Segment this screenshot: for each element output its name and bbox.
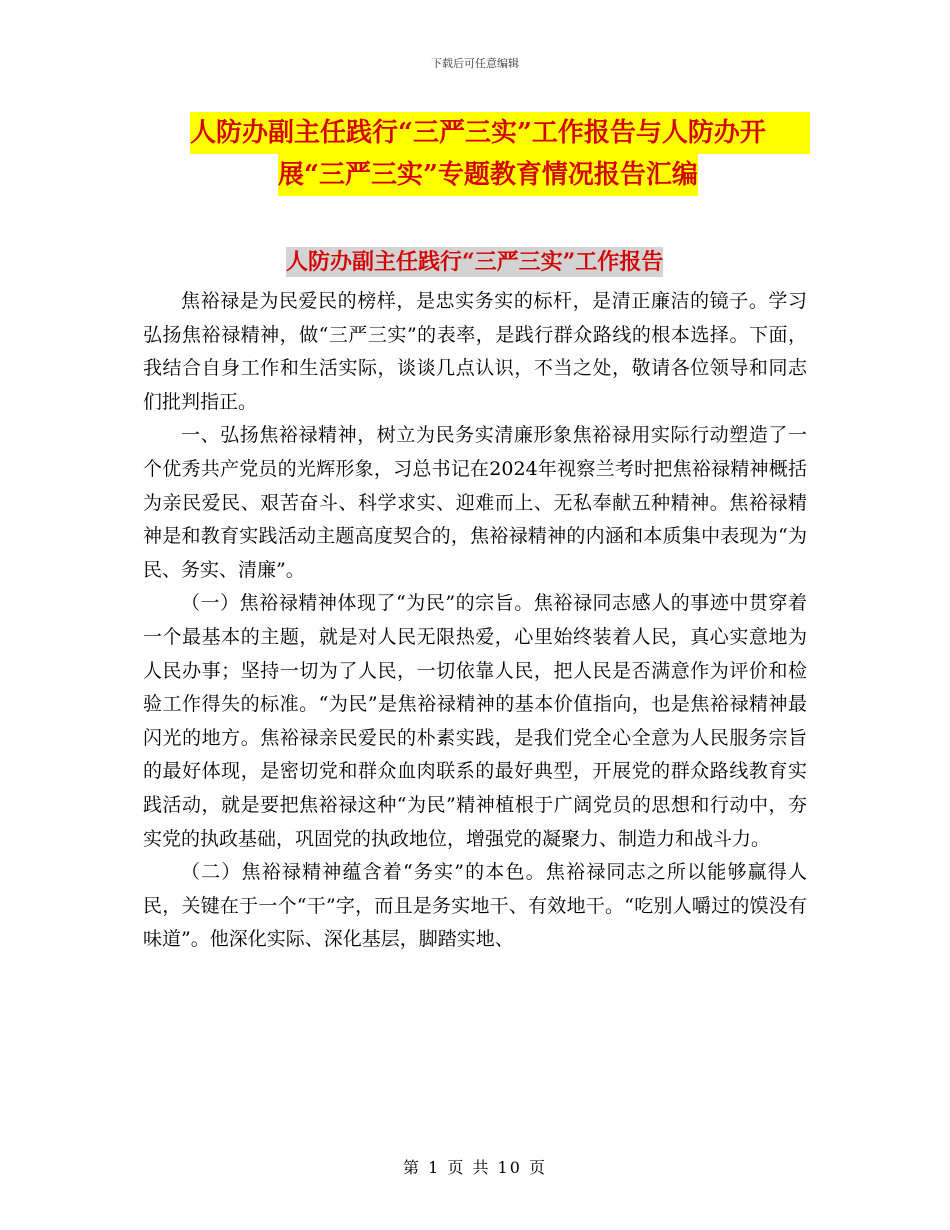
section-title: 人防办副主任践行“三严三实”工作报告 [286,249,664,275]
paragraph-1: 焦裕禄是为民爱民的榜样，是忠实务实的标杆，是清正廉洁的镜子。学习弘扬焦裕禄精神，做“三严三实”的表率，是践行群众路线的根本选择。下面，我结合自身工作和生活实际，谈谈几点认识，不当之处，敬请各位领导和同志们批判指正。 [143,290,807,413]
title-line-1: 人防办副主任践行“三严三实”工作报告与人防办开 [190,112,810,154]
document-title [190,112,810,196]
paragraph-3: （一）焦裕禄精神体现了“为民”的宗旨。焦裕禄同志感人的事迹中贯穿着一个最基本的主题，就是对人民无限热爱，心里始终装着人民，真心实意地为人民办事；坚持一切为了人民，一切依靠人民，把人民是否满意作为评价和检验工作得失的标准。“为民”是焦裕禄精神的基本价值指向，也是焦裕禄精神最闪光的地方。焦裕禄亲民爱民的朴素实践，是我们党全心全意为人民服务宗旨的最好体现，是密切党和群众血肉联系的最好典型，开展党的群众路线教育实践活动，就是要把焦裕禄这种“为民”精神植根于广阔党员的思想和行动中，夯实党的执政基础，巩固党的执政地位，增强党的凝聚力、制造力和战斗力。 [143,592,807,850]
paragraph-2: 一、弘扬焦裕禄精神，树立为民务实清廉形象焦裕禄用实际行动塑造了一个优秀共产党员的光辉形象，习总书记在2024年视察兰考时把焦裕禄精神概括为亲民爱民、艰苦奋斗、科学求实、迎难而上、无私奉献五种精神。焦裕禄精神是和教育实践活动主题高度契合的，焦裕禄精神的内涵和本质集中表现为“为民、务实、清廉”。 [143,424,807,581]
header-note: 下载后可任意编辑 [431,57,519,70]
page-footer: 第 1 页 共 10 页 [403,1158,547,1177]
body-text [143,285,807,957]
title-line-2: 展“三严三实”专题教育情况报告汇编 [278,154,698,196]
paragraph-4: （二）焦裕禄精神蕴含着“务实”的本色。焦裕禄同志之所以能够赢得人民，关键在于一个“干”字，而且是务实地干、有效地干。“吃别人嚼过的馍没有味道”。他深化实际、深化基层，脚踏实地、 [143,861,807,951]
